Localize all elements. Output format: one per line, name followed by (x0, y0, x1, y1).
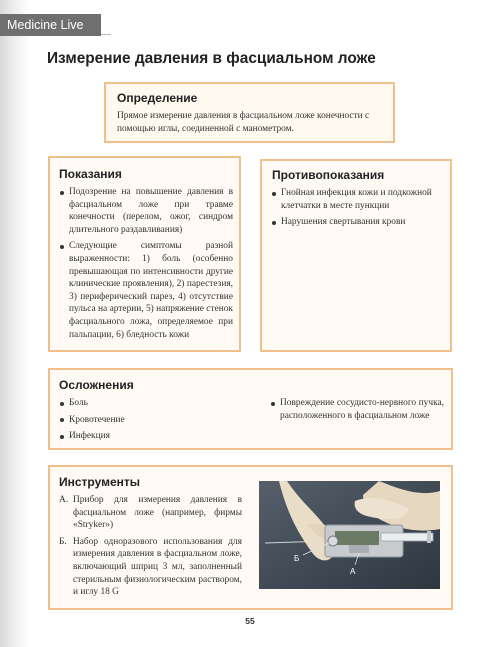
photo-label-b: Б (294, 554, 300, 563)
definition-box (104, 82, 395, 143)
page-title: Измерение давления в фасциальном ложе (47, 50, 376, 67)
contraindications-box (260, 159, 452, 352)
complications-heading: Осложнения (59, 378, 134, 392)
list-item (59, 494, 242, 532)
definition-heading: Определение (117, 91, 198, 105)
item-text: Прибор для измерения давления в фасциальном ложе (например, фирмы «Stryker») (73, 495, 242, 531)
instruments-list (59, 494, 242, 603)
corner-divider (101, 34, 111, 35)
list-item: Подозрение на повышение давления в фасциальном ложе при травме конечности (перелом, ожог, синдром длительного раздавливания) (59, 186, 233, 236)
list-item: Следующие симптомы разной выраженности: 1) боль (особенно превышающая по интенсивности другие клинические проявления), 2) парестезия, 3) периферический парез, 4) отсутствие пульса на артерии, 5) напряжение стенок фасциального ложа, определяемое при пальпации, 6) бледность кожи (59, 240, 233, 341)
instrument-photo-illustration (259, 481, 440, 589)
page-edge-shadow (0, 0, 30, 647)
list-item: Боль (59, 397, 229, 410)
definition-text: Прямое измерение давления в фасциальном ложе конечности с помощью иглы, соединенной с манометром. (117, 111, 370, 134)
instruments-heading: Инструменты (59, 475, 141, 489)
indications-heading: Показания (59, 167, 122, 181)
list-item: Кровотечение (59, 414, 229, 427)
indications-box (48, 156, 241, 352)
page-number: 55 (245, 616, 255, 626)
list-item: Повреждение сосудисто-нервного пучка, расположенного в фасциальном ложе (270, 397, 444, 422)
complications-list-left (59, 397, 229, 447)
item-text: Набор одноразового использования для измерения давления в фасциальном ложе, включающий шприц 3 мл, заполненный стерильным физиологическим раствором, и иглу 18 G (73, 536, 242, 598)
watermark-badge: Medicine Live (0, 14, 101, 36)
contraindications-heading: Противопоказания (272, 168, 385, 182)
list-item: Инфекция (59, 430, 229, 443)
list-item: Гнойная инфекция кожи и подкожной клетчатки в месте пункции (271, 187, 445, 212)
list-item (59, 536, 242, 599)
complications-box (48, 368, 453, 450)
item-marker: А. (59, 495, 69, 505)
indications-list (59, 186, 233, 345)
complications-list-right (270, 397, 444, 426)
list-item: Нарушения свертывания крови (271, 216, 445, 229)
contraindications-list (271, 187, 445, 233)
photo-label-a: А (350, 567, 356, 576)
item-marker: Б. (59, 536, 67, 547)
instrument-photo (259, 481, 440, 589)
